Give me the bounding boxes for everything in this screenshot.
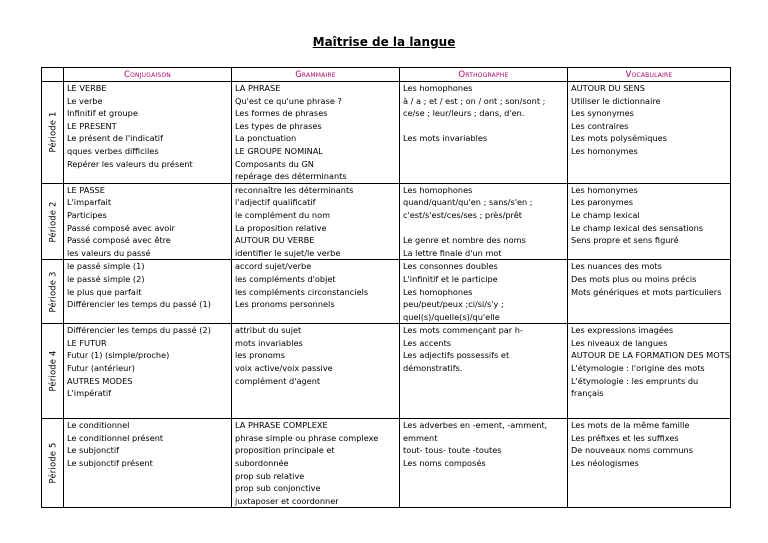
cell-line: LA PHRASE COMPLEXE	[235, 420, 328, 431]
cell-line: LE VERBE	[67, 83, 107, 93]
cell-line: Passé composé avec avoir	[67, 222, 175, 233]
cell-line: Différencier les temps du passé (1)	[67, 299, 211, 310]
cell-line: Les formes de phrases	[235, 108, 328, 119]
period-label: Période 5	[47, 442, 58, 484]
period-label-cell	[42, 183, 64, 260]
cell-line: Le verbe	[67, 95, 103, 106]
cell-line: Les contraires	[571, 120, 629, 131]
cell-line: Les adjectifs possessifs et	[403, 350, 510, 361]
cell-line: Les homophones	[403, 184, 473, 195]
cell-line: Les synonymes	[571, 108, 634, 119]
cell-line: qques verbes difficiles	[67, 145, 159, 156]
cell-line: ce/se ; leur/leurs ; dans, d'en.	[403, 108, 525, 119]
cell-line: Les noms composés	[403, 458, 486, 469]
cell-line: AUTOUR DE LA FORMATION DES MOTS	[571, 350, 730, 361]
cell-line: Le champ lexical des sensations	[571, 222, 704, 233]
period-label-cell	[42, 419, 64, 508]
cell-line: L'impératif	[67, 388, 112, 399]
cell-line: Les consonnes doubles	[403, 261, 498, 272]
cell-line: Futur (antérieur)	[67, 363, 135, 374]
cell-line: LA PHRASE	[235, 83, 281, 93]
period-label: Période 2	[47, 201, 58, 243]
cell-line: à / a ; et / est ; on / ont ; son/sont ;	[403, 95, 546, 106]
cell-line: Différencier les temps du passé (2)	[67, 325, 211, 336]
cell-vocabulaire	[568, 419, 731, 508]
cell-line: Le champ lexical	[571, 209, 640, 220]
cell-orthographe	[400, 82, 568, 184]
header-row	[42, 68, 731, 82]
cell-line: complément d'agent	[235, 375, 321, 386]
cell-line: quel(s)/quelle(s)/qu'elle	[403, 311, 500, 322]
cell-line: AUTOUR DU SENS	[571, 83, 645, 93]
cell-vocabulaire	[568, 183, 731, 260]
cell-line	[403, 120, 567, 133]
cell-vocabulaire	[568, 82, 731, 184]
cell-line: Le subjonctif	[67, 445, 120, 456]
cell-line: le passé simple (2)	[67, 273, 145, 284]
cell-line: Les homophones	[403, 286, 473, 297]
page-title: Maîtrise de la langue	[312, 35, 456, 49]
period-row-3	[42, 260, 731, 324]
header-grammaire: Grammaire	[232, 68, 400, 82]
cell-line: AUTOUR DU VERBE	[235, 235, 315, 246]
cell-line: Des mots plus ou moins précis	[571, 273, 697, 284]
cell-line: phrase simple ou phrase complexe	[235, 432, 379, 443]
cell-line: Les adverbes en -ement, -amment,	[403, 420, 548, 431]
cell-line: Les homonymes	[571, 184, 638, 195]
cell-line: Infinitif et groupe	[67, 108, 138, 119]
cell-line: LE GROUPE NOMINAL	[235, 145, 323, 156]
cell-line: reconnaître les déterminants	[235, 184, 354, 195]
cell-line: Les mots commençant par h-	[403, 325, 523, 336]
cell-line: Composants du GN	[235, 158, 314, 169]
cell-grammaire	[232, 260, 400, 324]
header-conjugaison: Conjugaison	[64, 68, 232, 82]
cell-line: La lettre finale d'un mot	[403, 247, 502, 258]
cell-orthographe	[400, 419, 568, 508]
cell-grammaire	[232, 183, 400, 260]
cell-line: Participes	[67, 209, 107, 220]
cell-line: Les préfixes et les suffixes	[571, 432, 679, 443]
cell-line: Le conditionnel	[67, 420, 130, 431]
header-orthographe: Orthographe	[400, 68, 568, 82]
cell-line: le passé simple (1)	[67, 261, 145, 272]
period-label: Période 3	[47, 271, 58, 313]
cell-line: français	[571, 388, 604, 399]
cell-grammaire	[232, 419, 400, 508]
cell-line	[403, 222, 567, 235]
cell-line: Repérer les valeurs du présent	[67, 158, 193, 169]
cell-line: Les mots de la même famille	[571, 420, 690, 431]
cell-line: juxtaposer et coordonner	[235, 495, 339, 506]
cell-line: Les homonymes	[571, 145, 638, 156]
cell-line: Les homophones	[403, 83, 473, 93]
cell-line: L'étymologie : les emprunts du	[571, 375, 699, 386]
period-row-2	[42, 183, 731, 260]
cell-line: Passé composé avec être	[67, 235, 171, 246]
cell-grammaire	[232, 324, 400, 419]
cell-line: Le conditionnel présent	[67, 432, 164, 443]
cell-line: Futur (1) (simple/proche)	[67, 350, 170, 361]
period-label: Période 1	[47, 111, 58, 153]
cell-line: Les mots invariables	[403, 133, 488, 144]
cell-line: La proposition relative	[235, 222, 327, 233]
cell-line: L'étymologie : l'origine des mots	[571, 363, 705, 374]
cell-line: Le subjonctif présent	[67, 458, 153, 469]
cell-line: les valeurs du passé	[67, 247, 151, 258]
cell-line: Le genre et nombre des noms	[403, 235, 526, 246]
cell-line: le plus que parfait	[67, 286, 142, 297]
cell-line: Qu'est ce qu'une phrase ?	[235, 95, 342, 106]
cell-line: La ponctuation	[235, 133, 297, 144]
cell-line: Les accents	[403, 337, 452, 348]
cell-line: De nouveaux noms communs	[571, 445, 694, 456]
cell-line: LE PASSE	[67, 184, 105, 195]
cell-line: AUTRES MODES	[67, 375, 133, 386]
period-row-4	[42, 324, 731, 419]
cell-orthographe	[400, 324, 568, 419]
cell-line: l'adjectif qualificatif	[235, 197, 316, 208]
period-row-5	[42, 419, 731, 508]
cell-line: proposition principale et	[235, 445, 335, 456]
cell-line: Utiliser le dictionnaire	[571, 95, 661, 106]
cell-line: démonstratifs.	[403, 363, 463, 374]
header-vocabulaire: Vocabulaire	[568, 68, 731, 82]
cell-line: repérage des déterminants	[235, 171, 347, 182]
cell-line: Les néologismes	[571, 458, 639, 469]
curriculum-table	[41, 67, 731, 508]
cell-orthographe	[400, 183, 568, 260]
cell-line: les pronoms	[235, 350, 286, 361]
cell-line: Les expressions imagées	[571, 325, 674, 336]
cell-conjugaison	[64, 419, 232, 508]
cell-line: mots invariables	[235, 337, 303, 348]
cell-line: prop sub relative	[235, 470, 305, 481]
cell-conjugaison	[64, 260, 232, 324]
cell-line: quand/quant/qu'en ; sans/s'en ;	[403, 197, 533, 208]
cell-vocabulaire	[568, 324, 731, 419]
cell-conjugaison	[64, 82, 232, 184]
period-label-cell	[42, 82, 64, 184]
cell-line: Les mots polysémiques	[571, 133, 667, 144]
cell-line: Les niveaux de langues	[571, 337, 668, 348]
cell-line: Les paronymes	[571, 197, 634, 208]
cell-conjugaison	[64, 324, 232, 419]
cell-grammaire	[232, 82, 400, 184]
cell-line: Mots génériques et mots particuliers	[571, 286, 722, 297]
cell-line: emment	[403, 432, 438, 443]
cell-line: le complément du nom	[235, 209, 331, 220]
cell-line: peu/peut/peux ;ci/si/s'y ;	[403, 299, 504, 310]
cell-line: Les pronoms personnels	[235, 299, 335, 310]
cell-conjugaison	[64, 183, 232, 260]
cell-line: subordonnée	[235, 458, 289, 469]
cell-line: identifier le sujet/le verbe	[235, 247, 341, 258]
cell-line: tout- tous- toute -toutes	[403, 445, 502, 456]
period-label-cell	[42, 324, 64, 419]
cell-line: Le présent de l'indicatif	[67, 133, 163, 144]
period-row-1	[42, 82, 731, 184]
cell-line: voix active/voix passive	[235, 363, 333, 374]
cell-line: LE FUTUR	[67, 337, 107, 348]
cell-line: Les nuances des mots	[571, 261, 662, 272]
cell-line: L'infinitif et le participe	[403, 273, 498, 284]
cell-line: prop sub conjonctive	[235, 483, 321, 494]
cell-line: L'imparfait	[67, 197, 112, 208]
period-label-cell	[42, 260, 64, 324]
cell-line: accord sujet/verbe	[235, 261, 312, 272]
cell-line: Sens propre et sens figuré	[571, 235, 679, 246]
cell-line: c'est/s'est/ces/ses ; près/prêt	[403, 209, 522, 220]
cell-vocabulaire	[568, 260, 731, 324]
cell-line: LE PRESENT	[67, 120, 117, 131]
cell-line: les compléments circonstanciels	[235, 286, 369, 297]
period-label: Période 4	[47, 350, 58, 392]
cell-orthographe	[400, 260, 568, 324]
cell-line: Les types de phrases	[235, 120, 322, 131]
cell-line: les compléments d'objet	[235, 273, 336, 284]
cell-line: attribut du sujet	[235, 325, 302, 336]
corner-cell	[42, 68, 64, 82]
